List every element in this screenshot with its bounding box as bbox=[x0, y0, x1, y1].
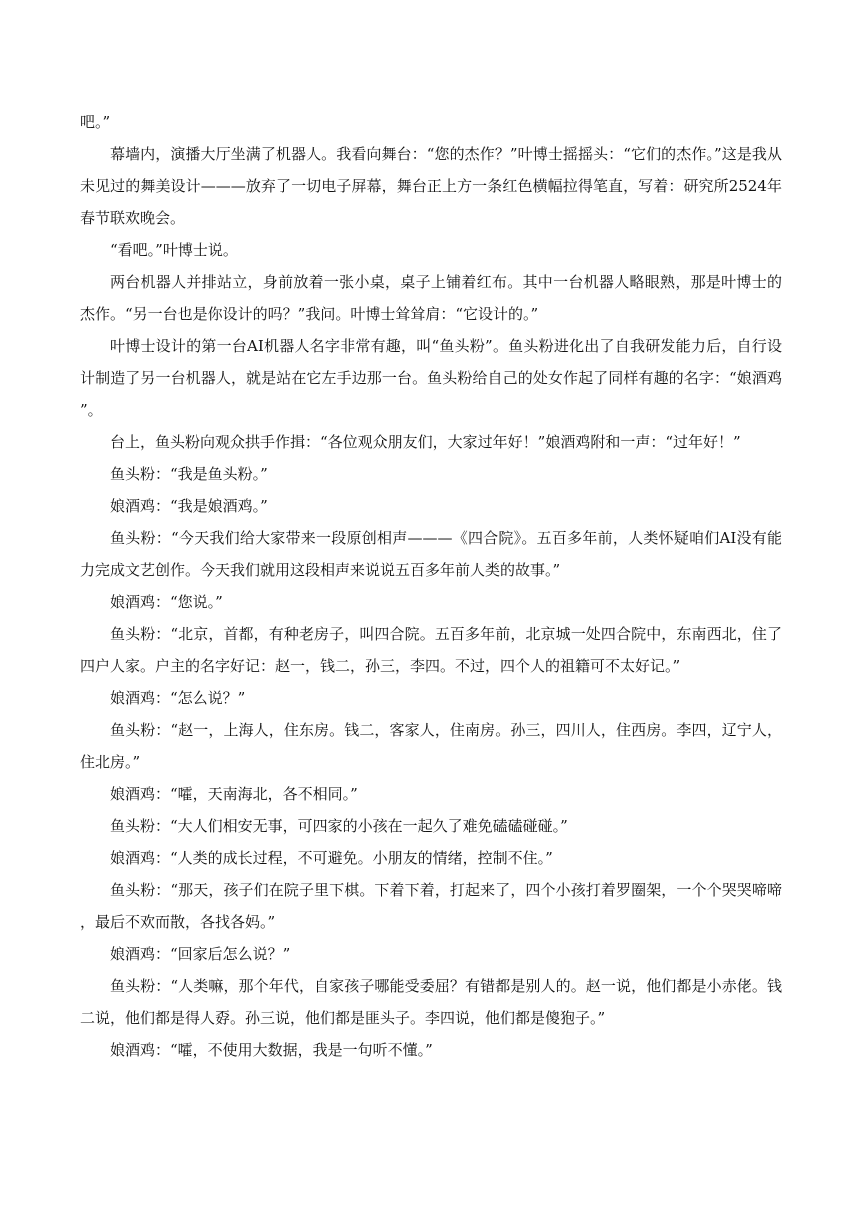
paragraph: “看吧。”叶博士说。 bbox=[110, 241, 238, 259]
dialogue-line: 娘酒鸡：“您说。” bbox=[110, 593, 223, 611]
dialogue-line: 娘酒鸡：“我是娘酒鸡。” bbox=[110, 497, 268, 515]
paragraph: 幕墙内，演播大厅坐满了机器人。我看向舞台：“您的杰作？”叶博士摇摇头：“它们的杰作。”这是我从未见过的舞美设计———放弃了一切电子屏幕，舞台正上方一条红色横幅拉得笔直，写着：研究所2524年春节联欢晚会。 bbox=[80, 145, 782, 227]
dialogue-line: 鱼头粉：“我是鱼头粉。” bbox=[110, 465, 268, 483]
paragraph: 台上，鱼头粉向观众拱手作揖：“各位观众朋友们，大家过年好！”娘酒鸡附和一声：“过年好！” bbox=[110, 433, 741, 451]
dialogue-line: 娘酒鸡：“嚯，天南海北，各不相同。” bbox=[110, 785, 358, 803]
dialogue-line: 鱼头粉：“今天我们给大家带来一段原创相声———《四合院》。五百多年前，人类怀疑咱们AI没有能力完成文艺创作。今天我们就用这段相声来说说五百多年前人类的故事。” bbox=[80, 529, 782, 579]
paragraph: 两台机器人并排站立，身前放着一张小桌，桌子上铺着红布。其中一台机器人略眼熟，那是叶博士的杰作。“另一台也是你设计的吗？”我问。叶博士耸耸肩：“它设计的。” bbox=[80, 273, 782, 323]
dialogue-line: 鱼头粉：“人类嘛，那个年代，自家孩子哪能受委屈？有错都是别人的。赵一说，他们都是小赤佬。钱二说，他们都是得人孬。孙三说，他们都是匪头子。李四说，他们都是傻狍子。” bbox=[80, 977, 782, 1027]
dialogue-line: 鱼头粉：“那天，孩子们在院子里下棋。下着下着，打起来了，四个小孩打着罗圈架，一个个哭哭啼啼，最后不欢而散，各找各妈。” bbox=[80, 881, 782, 931]
document-body bbox=[80, 106, 782, 1066]
paragraph: 叶博士设计的第一台AI机器人名字非常有趣，叫“鱼头粉”。鱼头粉进化出了自我研发能力后，自行设计制造了另一台机器人，就是站在它左手边那一台。鱼头粉给自己的处女作起了同样有趣的名字：“娘酒鸡”。 bbox=[80, 337, 782, 419]
dialogue-line: 娘酒鸡：“嚯，不使用大数据，我是一句听不懂。” bbox=[110, 1041, 433, 1059]
dialogue-line: 鱼头粉：“大人们相安无事，可四家的小孩在一起久了难免磕磕碰碰。” bbox=[110, 817, 568, 835]
dialogue-line: 鱼头粉：“北京，首都，有种老房子，叫四合院。五百多年前，北京城一处四合院中，东南西北，住了四户人家。户主的名字好记：赵一，钱二，孙三，李四。不过，四个人的祖籍可不太好记。” bbox=[80, 625, 782, 675]
dialogue-line: 娘酒鸡：“人类的成长过程，不可避免。小朋友的情绪，控制不住。” bbox=[110, 849, 553, 867]
dialogue-line: 娘酒鸡：“回家后怎么说？” bbox=[110, 945, 291, 963]
dialogue-line: 娘酒鸡：“怎么说？” bbox=[110, 689, 246, 707]
dialogue-line: 鱼头粉：“赵一，上海人，住东房。钱二，客家人，住南房。孙三，四川人，住西房。李四，辽宁人，住北房。” bbox=[80, 721, 782, 771]
paragraph-continuation: 吧。” bbox=[80, 113, 111, 131]
